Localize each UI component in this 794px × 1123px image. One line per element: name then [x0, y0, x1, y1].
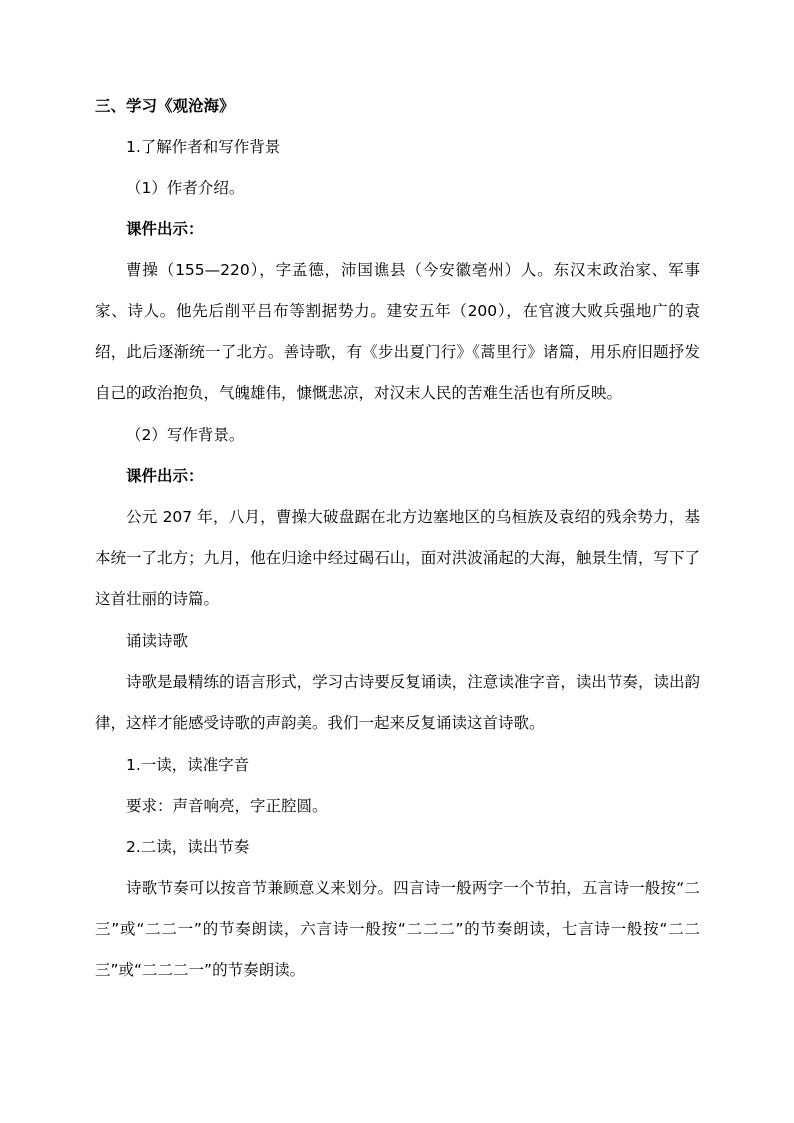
recite-title: 诵读诗歌	[126, 632, 189, 650]
read1-requirement: 要求：声音响亮，字正腔圆。	[126, 797, 328, 815]
background-paragraph: 公元 207 年，八月，曹操大破盘踞在北方边塞地区的乌桓族及袁绍的残余势力，基本统一了北方；九月，他在归途中经过碣石山，面对洪波涌起的大海，触景生情，写下了这首壮丽的诗篇。	[95, 508, 700, 608]
courseware-label-2: 课件出示：	[126, 467, 204, 485]
author-intro-title: （1）作者介绍。	[126, 179, 245, 197]
read2-paragraph: 诗歌节奏可以按音节兼顾意义来划分。四言诗一般两字一个节拍，五言诗一般按“二三”或“二二一”的节奏朗读，六言诗一般按“二二二”的节奏朗读，七言诗一般按“二二三”或“二二二一”的节奏朗读。	[95, 879, 700, 979]
section-heading: 三、学习《观沧海》	[95, 97, 235, 115]
item1-title: 1.了解作者和写作背景	[126, 138, 281, 156]
document-body	[95, 96, 700, 1002]
background-title: （2）写作背景。	[126, 426, 245, 444]
courseware-label-1: 课件出示：	[126, 220, 204, 238]
read1-title: 1.一读，读准字音	[126, 756, 250, 774]
author-intro-paragraph: 曹操（155—220），字孟德，沛国谯县（今安徽亳州）人。东汉末政治家、军事家、诗人。他先后削平吕布等割据势力。建安五年（200），在官渡大败兵强地广的袁绍，此后逐渐统一了北方。善诗歌，有《步出夏门行》《蒿里行》诸篇，用乐府旧题抒发自己的政治抱负，气魄雄伟，慷慨悲凉，对汉末人民的苦难生活也有所反映。	[95, 261, 700, 402]
read2-title: 2.二读，读出节奏	[126, 838, 250, 856]
recite-intro-paragraph: 诗歌是最精练的语言形式，学习古诗要反复诵读，注意读准字音，读出节奏，读出韵律，这样才能感受诗歌的声韵美。我们一起来反复诵读这首诗歌。	[95, 673, 700, 732]
